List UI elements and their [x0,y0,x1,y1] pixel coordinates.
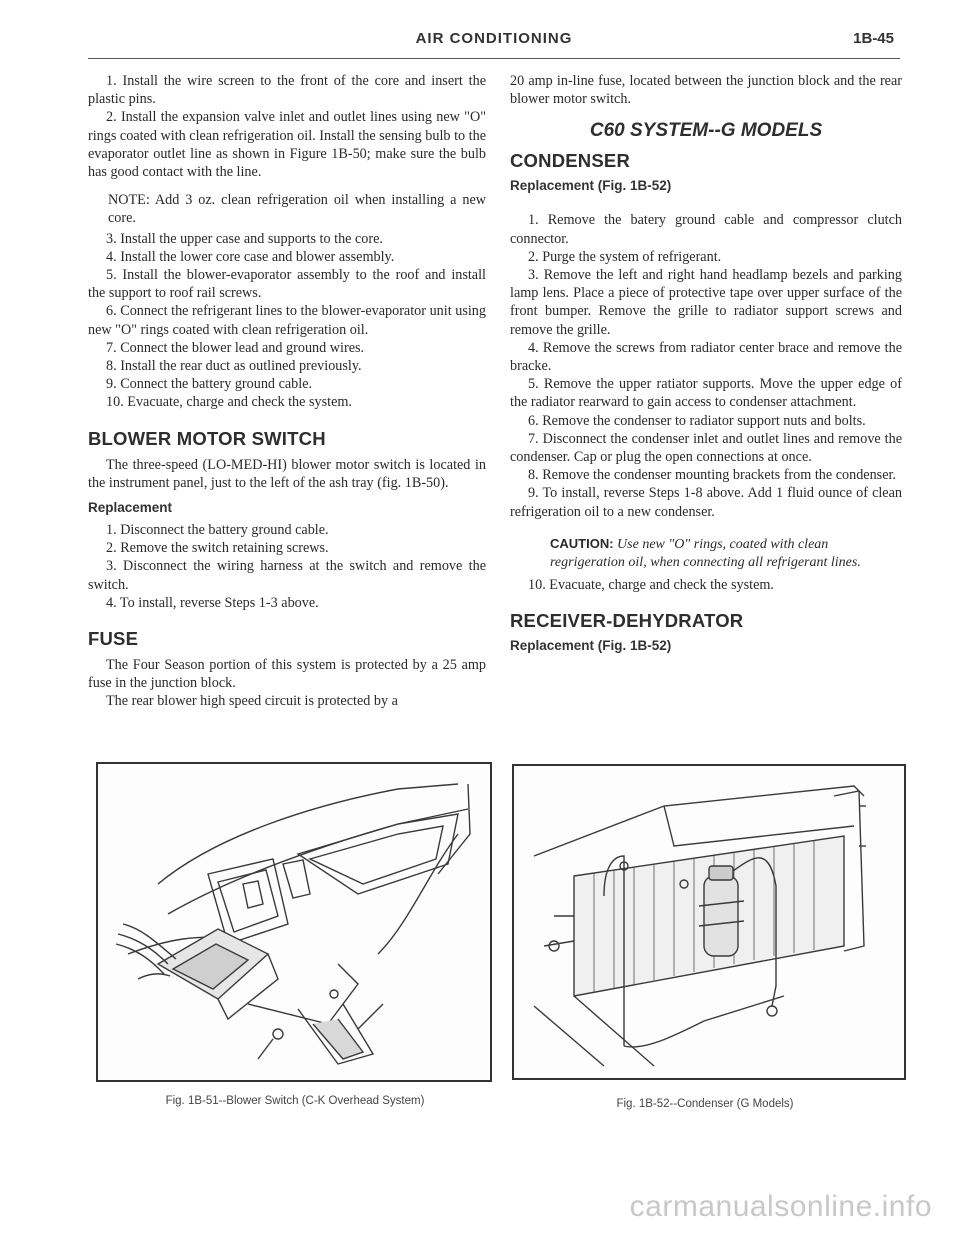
step-paragraph: 10. Evacuate, charge and check the system. [528,576,774,593]
caution-text: Use new "O" rings, coated with clean regrigeration oil, when connecting all refrigerant lines. [550,536,861,570]
step-paragraph: 9. Connect the battery ground cable. [106,376,313,393]
step-paragraph: 5. Install the blower-evaporator assembly to the roof and install the support to roof rail screws. [88,267,486,302]
section-heading-fuse: FUSE [88,628,139,650]
step-paragraph: 5. Remove the upper ratiator supports. Move the upper edge of the radiator rearward to gain access to condenser attachment. [510,376,902,411]
body-paragraph: The Four Season portion of this system is protected by a 25 amp fuse in the junction block. [88,657,486,692]
section-heading-blower-motor-switch: BLOWER MOTOR SWITCH [88,427,326,449]
subheading-receiver-replacement: Replacement (Fig. 1B-52) [510,638,672,654]
step-paragraph: 2. Remove the switch retaining screws. [106,540,329,557]
step-paragraph: 4. Remove the screws from radiator center brace and remove the bracke. [510,339,902,375]
page-title: AIR CONDITIONING [415,30,573,47]
figure-blower-switch [96,762,492,1082]
step-paragraph: 6. Connect the refrigerant lines to the blower-evaporator unit using new "O" rings coated with clean refrigeration oil. [88,303,486,338]
step-paragraph: 8. Install the rear duct as outlined previously. [106,358,362,375]
step-paragraph: 4. Install the lower core case and blower assembly. [106,248,395,265]
caution-note [550,535,902,572]
subheading-replacement: Replacement [88,500,173,516]
step-paragraph: 4. To install, reverse Steps 1-3 above. [106,594,319,611]
figure-caption-left: Fig. 1B-51--Blower Switch (C-K Overhead System) [165,1095,425,1107]
condenser-illustration [514,766,904,1078]
step-paragraph: 7. Connect the blower lead and ground wires. [106,339,365,356]
step-paragraph: 1. Disconnect the battery ground cable. [106,522,329,539]
step-paragraph: 8. Remove the condenser mounting brackets from the condenser. [528,467,896,484]
page-header [88,26,900,59]
step-paragraph: 2. Install the expansion valve inlet and outlet lines using new "O" rings coated with clean refrigeration oil. Install the sensing bulb to the evaporator outlet line as shown in Figure 1B-50; make sure the bulb has good contact with the line. [88,109,486,181]
step-paragraph: 3. Remove the left and right hand headlamp bezels and parking lamp lens. Place a piece of protective tape over upper surface of the front bumper. Remove the grille to radiator support screws and remove the grille. [510,267,902,338]
figure-condenser [512,764,906,1080]
note-paragraph: NOTE: Add 3 oz. clean refrigeration oil when installing a new core. [108,192,486,227]
system-title: C60 SYSTEM--G MODELS [589,120,823,142]
step-paragraph: 2. Purge the system of refrigerant. [528,248,722,265]
step-paragraph: 10. Evacuate, charge and check the system. [106,394,352,411]
step-paragraph: 3. Install the upper case and supports to the core. [106,230,383,247]
body-paragraph: The rear blower high speed circuit is protected by a [106,693,398,710]
body-paragraph: 20 amp in-line fuse, located between the junction block and the rear blower motor switch. [510,73,902,108]
caution-label: CAUTION: [550,535,614,551]
step-paragraph: 7. Disconnect the condenser inlet and outlet lines and remove the condenser. Cap or plug the open connections at once. [510,430,902,466]
figure-caption-right: Fig. 1B-52--Condenser (G Models) [616,1098,794,1110]
body-paragraph: The three-speed (LO-MED-HI) blower motor switch is located in the instrument panel, just to the left of the ash tray (fig. 1B-50). [88,456,486,491]
subheading-condenser-replacement: Replacement (Fig. 1B-52) [510,178,672,194]
step-paragraph: 6. Remove the condenser to radiator support nuts and bolts. [528,412,866,429]
section-heading-condenser: CONDENSER [510,150,631,172]
step-paragraph: 9. To install, reverse Steps 1-8 above. Add 1 fluid ounce of clean refrigeration oil to a new condenser. [510,485,902,520]
watermark-text: carmanualsonline.info [629,1190,932,1223]
page-number: 1B-45 [853,30,894,47]
step-paragraph: 1. Remove the batery ground cable and compressor clutch connector. [510,212,902,247]
step-paragraph: 3. Disconnect the wiring harness at the switch and remove the switch. [88,558,486,593]
left-column [88,72,486,711]
blower-switch-illustration [98,764,490,1080]
section-heading-receiver-dehydrator: RECEIVER-DEHYDRATOR [510,610,744,632]
step-paragraph: 1. Install the wire screen to the front of the core and insert the plastic pins. [88,73,486,108]
right-column [510,72,902,659]
